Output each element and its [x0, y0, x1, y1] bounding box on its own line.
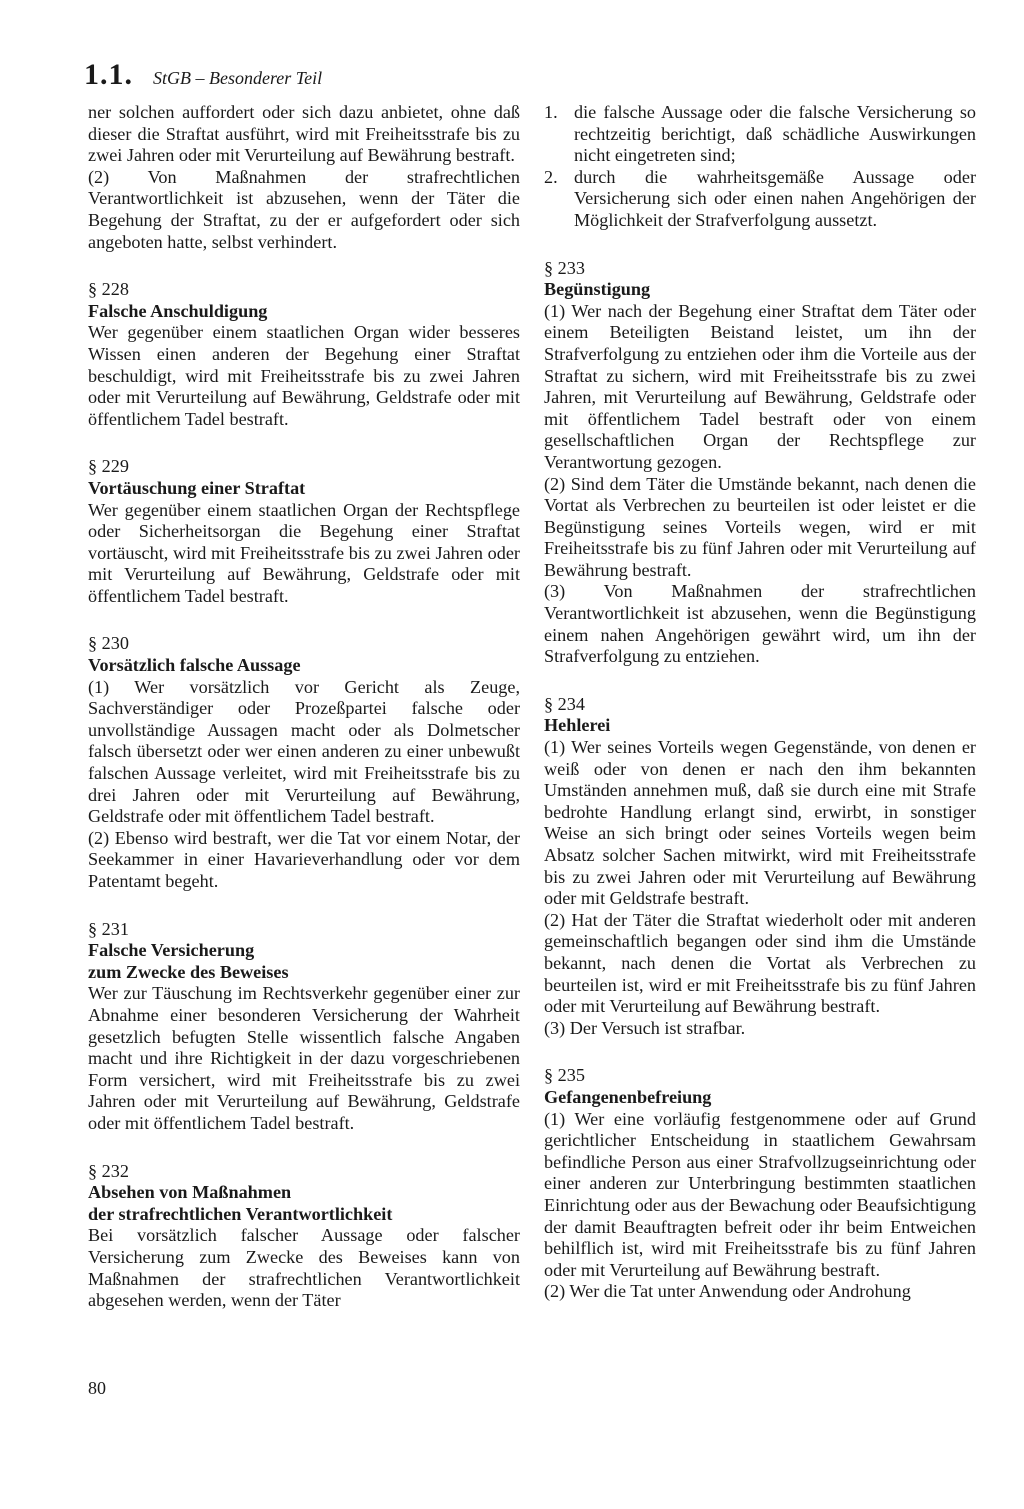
section-paragraph: (3) Der Versuch ist strafbar. [544, 1017, 746, 1038]
section-title: Hehlerei [544, 715, 611, 736]
section-paragraph: (1) Wer vorsätzlich vor Gericht als Zeuge, Sachverständiger oder Prozeßpartei falsche oder unvollständige Aussagen macht oder als Dolmetscher falsch übersetzt oder wer einen anderen zu einer unbewußt falschen Aussage verleitet, wird mit Freiheitsstrafe bis zu drei Jahren oder mit Verurteilung auf Bewährung, Geldstrafe oder mit öffentlichem Tadel bestraft. [88, 676, 520, 827]
right-column [544, 102, 976, 1303]
list-item-text: die falsche Aussage oder die falsche Versicherung so rechtzeitig berichtigt, daß schädliche Auswirkungen nicht eingetreten sind; [574, 102, 976, 166]
section-234 [544, 694, 976, 1040]
section-text: Wer zur Täuschung im Rechtsverkehr gegenüber einer zur Abnahme einer besonderen Versicherung der Wahrheit gesetzlich befugten Stelle wissentlich falsche Angaben macht und ihre Richtigkeit in der dazu vorgeschriebenen Form versichert, wird mit Freiheitsstrafe bis zu zwei Jahren oder mit Verurteilung auf Bewährung, Geldstrafe oder mit öffentlichem Tadel bestraft. [88, 983, 520, 1133]
section-229 [88, 456, 520, 607]
list-item-number: 2. [544, 166, 558, 187]
section-number: § 230 [88, 633, 129, 654]
section-231 [88, 919, 520, 1135]
section-paragraph: (2) Sind dem Täter die Umstände bekannt, nach denen die Vortat als Verbrechen zu beurteilen ist oder leistet er die Begünstigung seines Vorteils wegen, wird er mit Freiheitsstrafe bis zu fünf Jahren oder mit Verurteilung auf Bewährung bestraft. [544, 473, 976, 580]
section-title: Begünstigung [544, 279, 651, 300]
section-number: § 231 [88, 918, 129, 939]
section-number: § 229 [88, 456, 129, 477]
section-paragraph: (2) Hat der Täter die Straftat wiederholt oder mit anderen gemeinschaftlich begangen oder sind ihm die Umstände bekannt, nach denen die Vortat als Verbrechen zu beurteilen ist, wird er mit Freiheitsstrafe bis zu fünf Jahren oder mit Verurteilung auf Bewährung bestraft. [544, 909, 976, 1017]
section-228 [88, 279, 520, 430]
page-header [84, 58, 322, 92]
section-title: zum Zwecke des Beweises [88, 961, 289, 982]
list-item-number: 1. [544, 102, 558, 122]
section-text: Wer gegenüber einem staatlichen Organ der Rechtspflege oder Sicherheitsorgan die Begehung einer Straftat vortäuscht, wird mit Freiheitsstrafe bis zu zwei Jahren oder mit Verurteilung auf Bewährung, Geldstrafe oder mit öffentlichem Tadel bestraft. [88, 499, 520, 606]
section-number: § 228 [88, 279, 129, 300]
list-item-text: durch die wahrheitsgemäße Aussage oder Versicherung sich oder einen nahen Angehörigen der Möglichkeit der Strafverfolgung aussetzt. [574, 166, 976, 230]
chapter-number: 1.1. [84, 58, 133, 91]
section-title: Vorsätzlich falsche Aussage [88, 655, 301, 676]
section-title: Falsche Versicherung [88, 940, 255, 961]
section-number: § 232 [88, 1160, 129, 1181]
section-text: Wer gegenüber einem staatlichen Organ wider besseres Wissen einen anderen der Begehung einer Straftat beschuldigt, wird mit Freiheitsstrafe bis zu zwei Jahren oder mit Verurteilung auf Bewährung, Geldstrafe oder mit öffentlichem Tadel bestraft. [88, 322, 520, 429]
section-paragraph: (2) Wer die Tat unter Anwendung oder Androhung [544, 1281, 911, 1302]
section-230 [88, 633, 520, 892]
section-number: § 233 [544, 257, 585, 278]
list-item [544, 167, 976, 232]
section-paragraph: (3) Von Maßnahmen der strafrechtlichen Verantwortlichkeit ist abzusehen, wenn die Begünstigung einem nahen Angehörigen gewährt wird, um ihn der Strafverfolgung zu entziehen. [544, 581, 976, 667]
section-title: Vortäuschung einer Straftat [88, 477, 306, 498]
section-number: § 234 [544, 693, 585, 714]
page-number: 80 [88, 1378, 106, 1398]
section-title: Absehen von Maßnahmen [88, 1182, 292, 1203]
left-column [88, 102, 520, 1312]
intro-paragraph: ner solchen auffordert oder sich dazu anbietet, ohne daß dieser die Straftat ausführt, wird mit Freiheitsstrafe bis zu zwei Jahren oder mit Verurteilung auf Bewährung bestraft. [88, 102, 520, 166]
list-item [544, 102, 976, 167]
section-233 [544, 258, 976, 668]
section-paragraph: (1) Wer nach der Begehung einer Straftat dem Täter oder einem Beteiligten Beistand leistet, um ihn der Strafverfolgung zu entziehen oder ihm die Vorteile aus der Straftat zu sichern, wird mit Freiheitsstrafe bis zu zwei Jahren, mit Verurteilung auf Bewährung, Geldstrafe oder mit öffentlichem Tadel bestraft oder von einem gesellschaftlichen Organ der Rechtspflege zur Verantwortung gezogen. [544, 300, 976, 472]
intro-paragraph: (2) Von Maßnahmen der strafrechtlichen Verantwortlichkeit ist abzusehen, wenn der Täter die Begehung der Straftat, zu der er aufgefordert oder sich angeboten hatte, selbst verhindert. [88, 166, 520, 252]
section-232 [88, 1161, 520, 1312]
section-paragraph: (1) Wer seines Vorteils wegen Gegenstände, von denen er weiß oder von denen er nach den ihm bekannten Umständen annehmen muß, daß sie durch eine mit Strafe bedrohte Handlung erlangt sind, erwirbt, in sonstiger Weise an sich bringt oder seines Vorteils wegen beim Absatz solcher Sachen mitwirkt, wird mit Freiheitsstrafe bis zu zwei Jahren oder mit Verurteilung auf Bewährung oder mit Geldstrafe bestraft. [544, 737, 976, 909]
section-title: der strafrechtlichen Verantwortlichkeit [88, 1203, 393, 1224]
running-title: StGB – Besonderer Teil [153, 68, 323, 88]
continuation-list [544, 102, 976, 232]
section-number: § 235 [544, 1065, 585, 1086]
section-title: Falsche Anschuldigung [88, 300, 268, 321]
section-paragraph: (1) Wer eine vorläufig festgenommene oder auf Grund gerichtlicher Entscheidung in staatlichem Gewahrsam befindliche Person aus einer Strafvollzugseinrichtung oder einer anderen zur Unterbringung bestimmten staatlichen Einrichtung oder aus der Bewachung oder Beaufsichtigung der damit Beauftragten befreit oder ihr beim Entweichen behilflich ist, wird mit Freiheitsstrafe bis zu fünf Jahren oder mit Verurteilung auf Bewährung bestraft. [544, 1108, 976, 1280]
section-235 [544, 1065, 976, 1303]
section-paragraph: (2) Ebenso wird bestraft, wer die Tat vor einem Notar, der Seekammer in einer Havarieverhandlung oder vor dem Patentamt begeht. [88, 827, 520, 891]
section-text: Bei vorsätzlich falscher Aussage oder falscher Versicherung zum Zwecke des Beweises kann von Maßnahmen der strafrechtlichen Verantwortlichkeit abgesehen werden, wenn der Täter [88, 1225, 520, 1311]
section-title: Gefangenenbefreiung [544, 1086, 712, 1107]
